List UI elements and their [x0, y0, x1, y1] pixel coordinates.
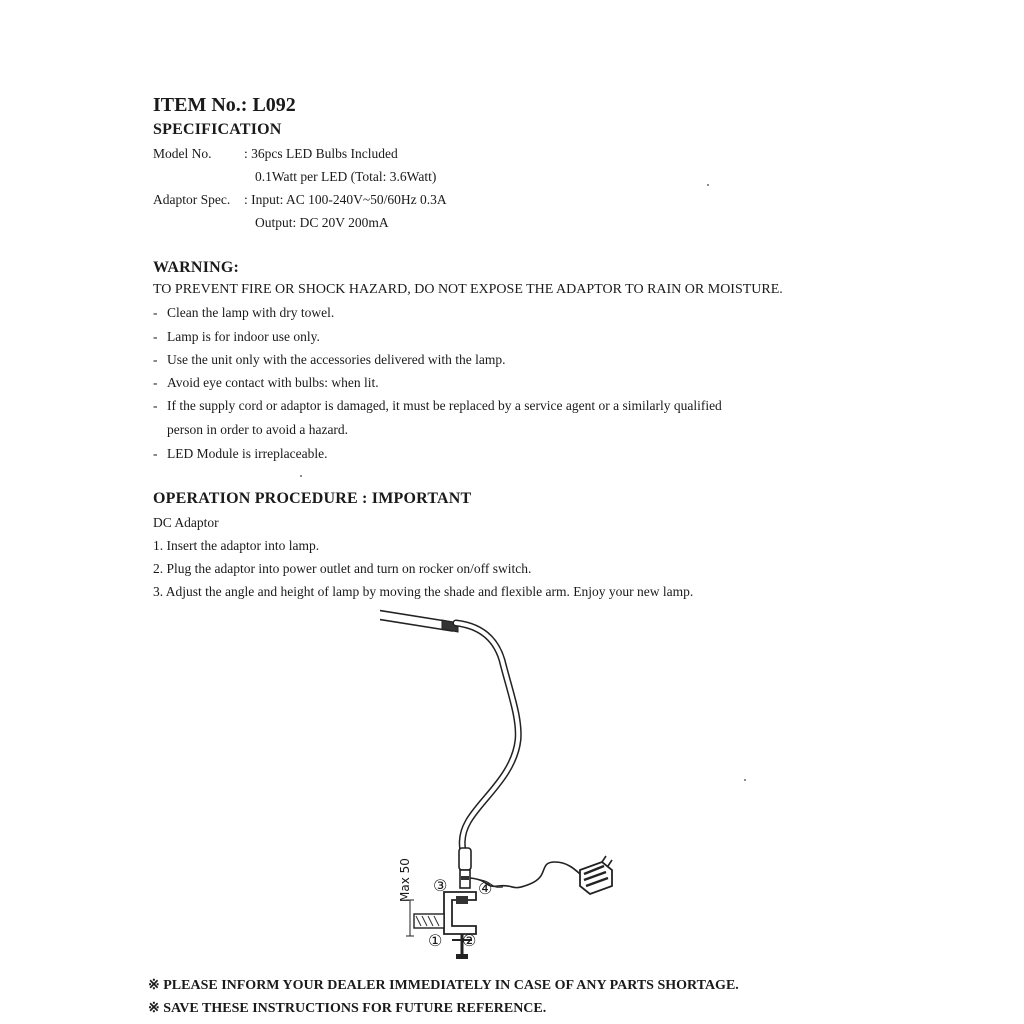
warning-item: - If the supply cord or adaptor is damaged, it must be replaced by a service agent or a similarly qualified	[153, 398, 722, 413]
warning-item: - Use the unit only with the accessories delivered with the lamp.	[153, 352, 506, 367]
callout-2: ②	[462, 931, 477, 950]
callout-1: ①	[428, 931, 443, 950]
operation-subheading: DC Adaptor	[153, 515, 219, 530]
model-label: Model No.	[153, 146, 212, 161]
footer-note-parts: ※ PLEASE INFORM YOUR DEALER IMMEDIATELY IN CASE OF ANY PARTS SHORTAGE.	[148, 978, 739, 993]
switch-housing	[459, 848, 471, 888]
footer-note-save: ※ SAVE THESE INSTRUCTIONS FOR FUTURE REFERENCE.	[148, 1001, 547, 1016]
power-adaptor	[580, 856, 612, 894]
warning-heading: WARNING:	[153, 259, 240, 276]
max-height-label: Max 50	[398, 858, 412, 902]
model-line-1: : 36pcs LED Bulbs Included	[244, 146, 398, 161]
operation-heading: OPERATION PROCEDURE : IMPORTANT	[153, 490, 472, 507]
warning-item-continuation: person in order to avoid a hazard.	[167, 422, 349, 437]
warning-intro: TO PREVENT FIRE OR SHOCK HAZARD, DO NOT EXPOSE THE ADAPTOR TO RAIN OR MOISTURE.	[153, 282, 783, 297]
scan-speck	[744, 779, 746, 781]
warning-item: - LED Module is irreplaceable.	[153, 446, 328, 461]
scan-speck	[707, 184, 709, 186]
operation-step: 1. Insert the adaptor into lamp.	[153, 538, 320, 553]
warning-item: - Lamp is for indoor use only.	[153, 329, 320, 344]
flexible-arm	[456, 623, 518, 856]
spec-heading: SPECIFICATION	[153, 121, 282, 138]
callout-4: ④	[478, 879, 493, 898]
operation-step: 2. Plug the adaptor into power outlet and turn on rocker on/off switch.	[153, 561, 532, 576]
operation-step: 3. Adjust the angle and height of lamp by moving the shade and flexible arm. Enjoy your new lamp.	[153, 584, 694, 599]
callout-3: ③	[433, 876, 448, 895]
lamp-shade	[380, 608, 458, 632]
table-edge	[414, 914, 444, 928]
item-title: ITEM No.: L092	[153, 94, 296, 116]
warning-item: - Clean the lamp with dry towel.	[153, 305, 335, 320]
scan-speck	[300, 475, 302, 477]
model-line-2: 0.1Watt per LED (Total: 3.6Watt)	[255, 169, 437, 184]
height-indicator	[406, 900, 414, 936]
adaptor-label: Adaptor Spec.	[153, 192, 231, 207]
warning-item: - Avoid eye contact with bulbs: when lit.	[153, 375, 379, 390]
adaptor-line-2: Output: DC 20V 200mA	[255, 215, 389, 230]
adaptor-line-1: : Input: AC 100-240V~50/60Hz 0.3A	[244, 192, 447, 207]
lamp-diagram	[380, 600, 640, 970]
